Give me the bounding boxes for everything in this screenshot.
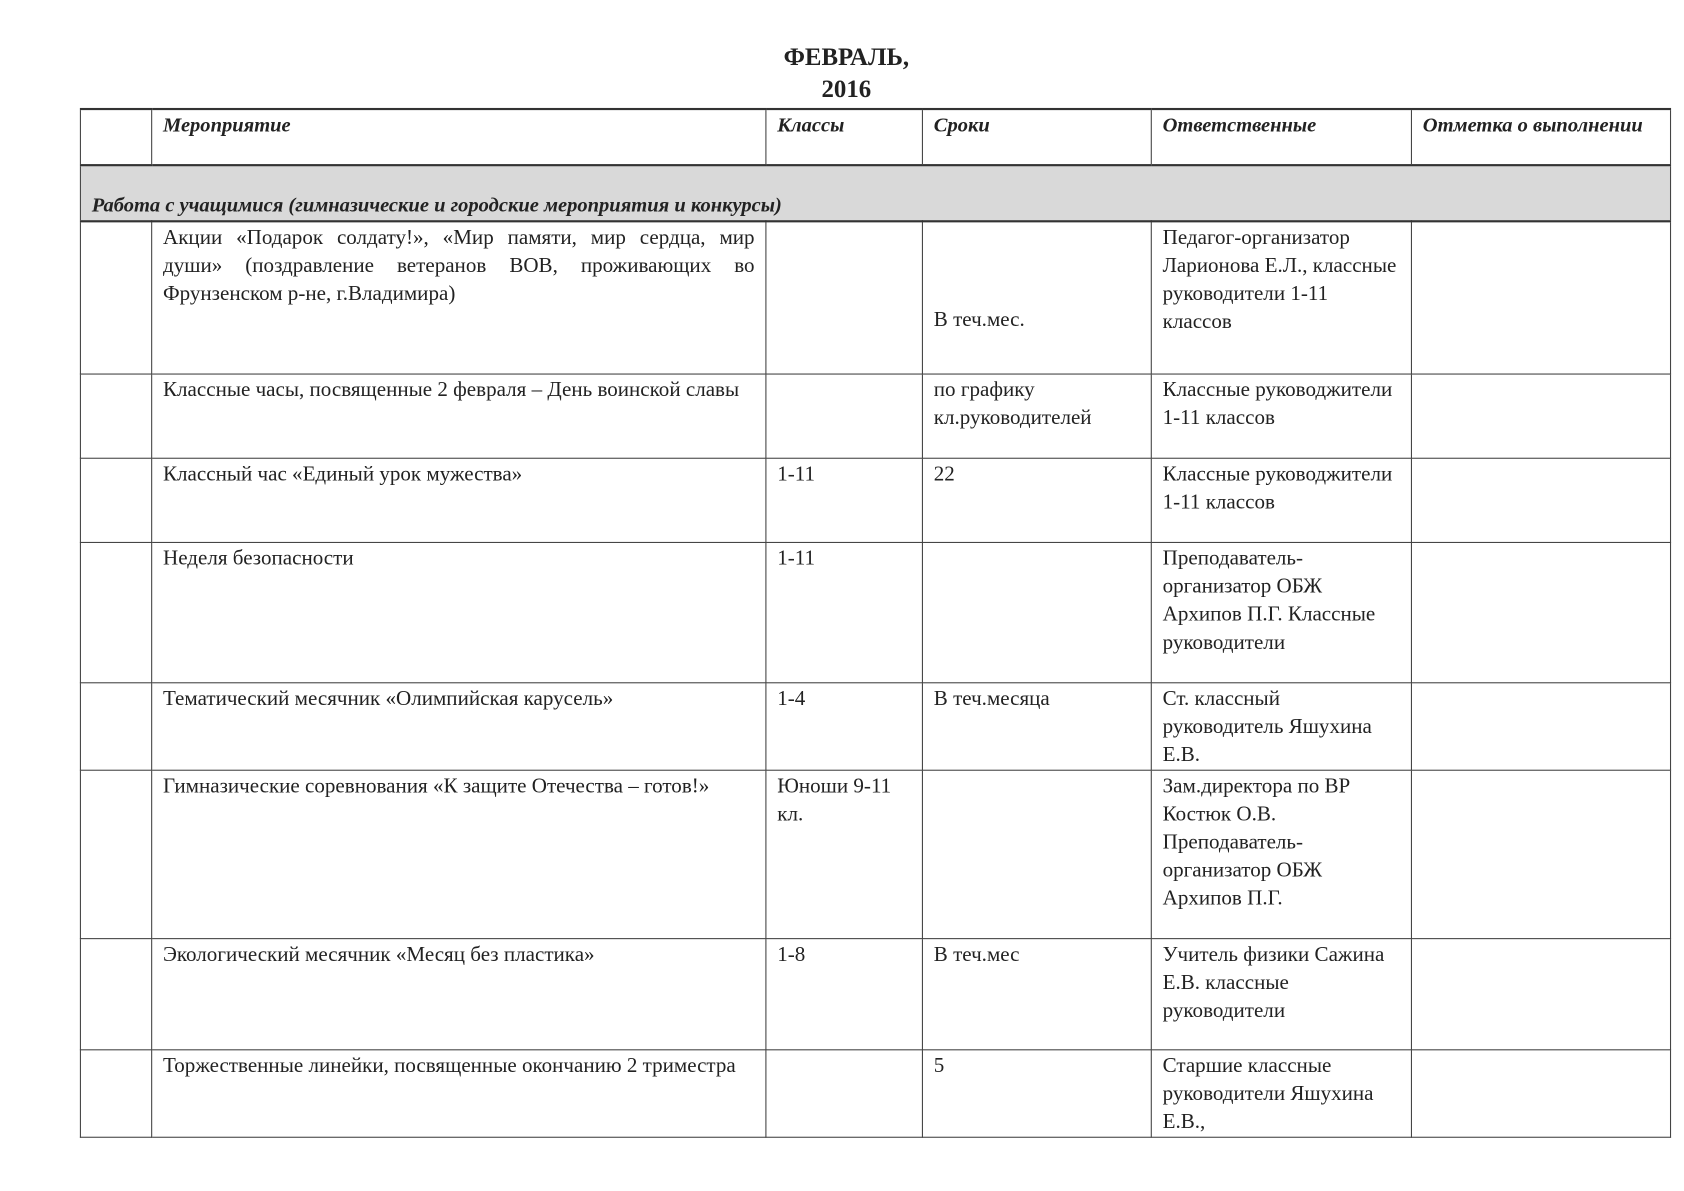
- table-row: [80, 1049, 1670, 1136]
- cell-responsible: Педагог-организатор Ларионова Е.Л., классные руководители 1-11 классов: [1151, 221, 1411, 373]
- cell-mark: [1411, 1049, 1670, 1136]
- plan-table: [80, 108, 1671, 1137]
- cell-mark: [1411, 374, 1670, 458]
- cell-responsible: Зам.директора по ВР Костюк О.В. Преподаватель-организатор ОБЖ Архипов П.Г.: [1151, 770, 1411, 938]
- cell-classes: [766, 374, 923, 458]
- cell-mark: [1411, 221, 1670, 373]
- cell-responsible: Старшие классные руководители Яшухина Е.В.,: [1151, 1049, 1411, 1136]
- cell-dates: [922, 542, 1151, 682]
- cell-classes: 1-11: [766, 542, 923, 682]
- cell-responsible: Ст. классный руководитель Яшухина Е.В.: [1151, 682, 1411, 769]
- table-row: [80, 938, 1670, 1049]
- header-dates: Сроки: [922, 109, 1151, 165]
- cell-mark: [1411, 682, 1670, 769]
- cell-num: [80, 770, 151, 938]
- cell-classes: [766, 1049, 923, 1136]
- cell-num: [80, 458, 151, 542]
- cell-mark: [1411, 458, 1670, 542]
- cell-num: [80, 221, 151, 373]
- cell-responsible: Классные руководжители 1-11 классов: [1151, 458, 1411, 542]
- cell-mark: [1411, 542, 1670, 682]
- table-row: [80, 374, 1670, 458]
- cell-dates: В теч.месяца: [922, 682, 1151, 769]
- cell-event: Акции «Подарок солдату!», «Мир памяти, мир сердца, мир души» (поздравление ветеранов ВОВ, проживающих во Фрунзенском р-не, г.Владимира): [152, 221, 766, 373]
- cell-mark: [1411, 938, 1670, 1049]
- cell-event: Классные часы, посвященные 2 февраля – День воинской славы: [152, 374, 766, 458]
- section-title: Работа с учащимися (гимназические и городские мероприятия и конкурсы): [80, 165, 1670, 221]
- cell-dates: В теч.мес: [922, 938, 1151, 1049]
- cell-dates: по графику кл.руководителей: [922, 374, 1151, 458]
- table-row: [80, 682, 1670, 769]
- title-month: ФЕВРАЛЬ,: [783, 43, 910, 71]
- table-row: [80, 458, 1670, 542]
- header-event: Мероприятие: [152, 109, 766, 165]
- cell-responsible: Учитель физики Сажина Е.В. классные руководители: [1151, 938, 1411, 1049]
- cell-mark: [1411, 770, 1670, 938]
- cell-dates: [922, 770, 1151, 938]
- cell-event: Тематический месячник «Олимпийская карусель»: [152, 682, 766, 769]
- cell-responsible: Преподаватель-организатор ОБЖ Архипов П.Г. Классные руководители: [1151, 542, 1411, 682]
- header-classes: Классы: [766, 109, 923, 165]
- table-row: [80, 770, 1670, 938]
- cell-classes: 1-4: [766, 682, 923, 769]
- cell-num: [80, 542, 151, 682]
- table-row: [80, 221, 1670, 373]
- cell-event: Экологический месячник «Месяц без пластика»: [152, 938, 766, 1049]
- table-row: [80, 542, 1670, 682]
- cell-event: Торжественные линейки, посвященные окончанию 2 триместра: [152, 1049, 766, 1136]
- cell-classes: [766, 221, 923, 373]
- cell-classes: 1-8: [766, 938, 923, 1049]
- section-row: [80, 165, 1670, 221]
- title-year: 2016: [821, 75, 872, 103]
- cell-event: Гимназические соревнования «К защите Отечества – готов!»: [152, 770, 766, 938]
- cell-num: [80, 682, 151, 769]
- header-responsible: Ответственные: [1151, 109, 1411, 165]
- cell-responsible: Классные руководжители 1-11 классов: [1151, 374, 1411, 458]
- cell-event: Классный час «Единый урок мужества»: [152, 458, 766, 542]
- cell-event: Неделя безопасности: [152, 542, 766, 682]
- cell-num: [80, 374, 151, 458]
- cell-dates: 5: [922, 1049, 1151, 1136]
- cell-num: [80, 1049, 151, 1136]
- cell-classes: Юноши 9-11 кл.: [766, 770, 923, 938]
- cell-num: [80, 938, 151, 1049]
- cell-dates: В теч.мес.: [922, 221, 1151, 373]
- header-row: [80, 109, 1670, 165]
- header-num: [80, 109, 151, 165]
- cell-dates: 22: [922, 458, 1151, 542]
- header-mark: Отметка о выполнении: [1411, 109, 1670, 165]
- cell-classes: 1-11: [766, 458, 923, 542]
